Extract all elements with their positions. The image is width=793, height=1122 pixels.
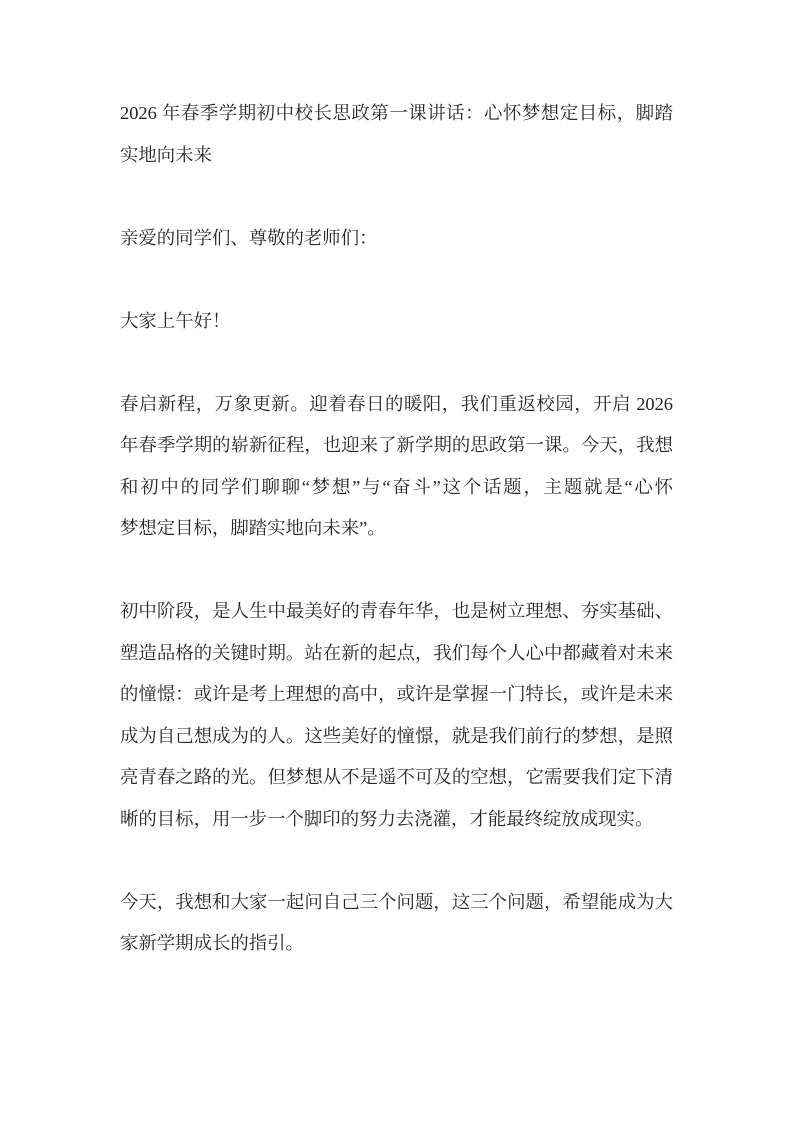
text-line: 初中阶段，是人生中最美好的青春年华，也是树立理想、夯实基础、 (120, 601, 673, 621)
text-line: 2026 年春季学期初中校长思政第一课讲话：心怀梦想定目标，脚踏 (120, 103, 673, 123)
text-line: 亲爱的同学们、尊敬的老师们： (120, 227, 378, 248)
text-line: 今天，我想和大家一起问自己三个问题，这三个问题，希望能成为大 (120, 891, 673, 912)
text-line: 年春季学期的崭新征程，也迎来了新学期的思政第一课。今天，我想 (120, 435, 673, 455)
text-line: 春启新程，万象更新。迎着春日的暖阳，我们重返校园，开启 2026 (120, 393, 673, 414)
text-line: 大家上午好！ (120, 310, 231, 331)
text-line: 家新学期成长的指引。 (120, 933, 304, 953)
text-line: 和初中的同学们聊聊“梦想”与“奋斗”这个话题，主题就是“心怀 (120, 476, 673, 497)
text-line: 晰的目标，用一步一个脚印的努力去浇灌，才能最终绽放成现实。 (120, 808, 654, 829)
text-line: 实地向未来 (120, 144, 212, 165)
salutation (120, 301, 673, 343)
text-line: 成为自己想成为的人。这些美好的憧憬，就是我们前行的梦想，是照 (120, 725, 673, 746)
text-line: 的憧憬：或许是考上理想的高中，或许是掌握一门特长，或许是未来 (120, 684, 673, 704)
paragraph-opening (120, 384, 673, 550)
document-body (120, 93, 673, 965)
text-line: 亮青春之路的光。但梦想从不是遥不可及的空想，它需要我们定下清 (120, 767, 673, 787)
text-line: 梦想定目标，脚踏实地向未来”。 (120, 518, 386, 538)
paragraph-three-questions (120, 882, 673, 965)
paragraph-dreams (120, 591, 673, 840)
greeting (120, 218, 673, 260)
document-title (120, 93, 673, 176)
text-line: 塑造品格的关键时期。站在新的起点，我们每个人心中都藏着对未来 (120, 642, 673, 663)
